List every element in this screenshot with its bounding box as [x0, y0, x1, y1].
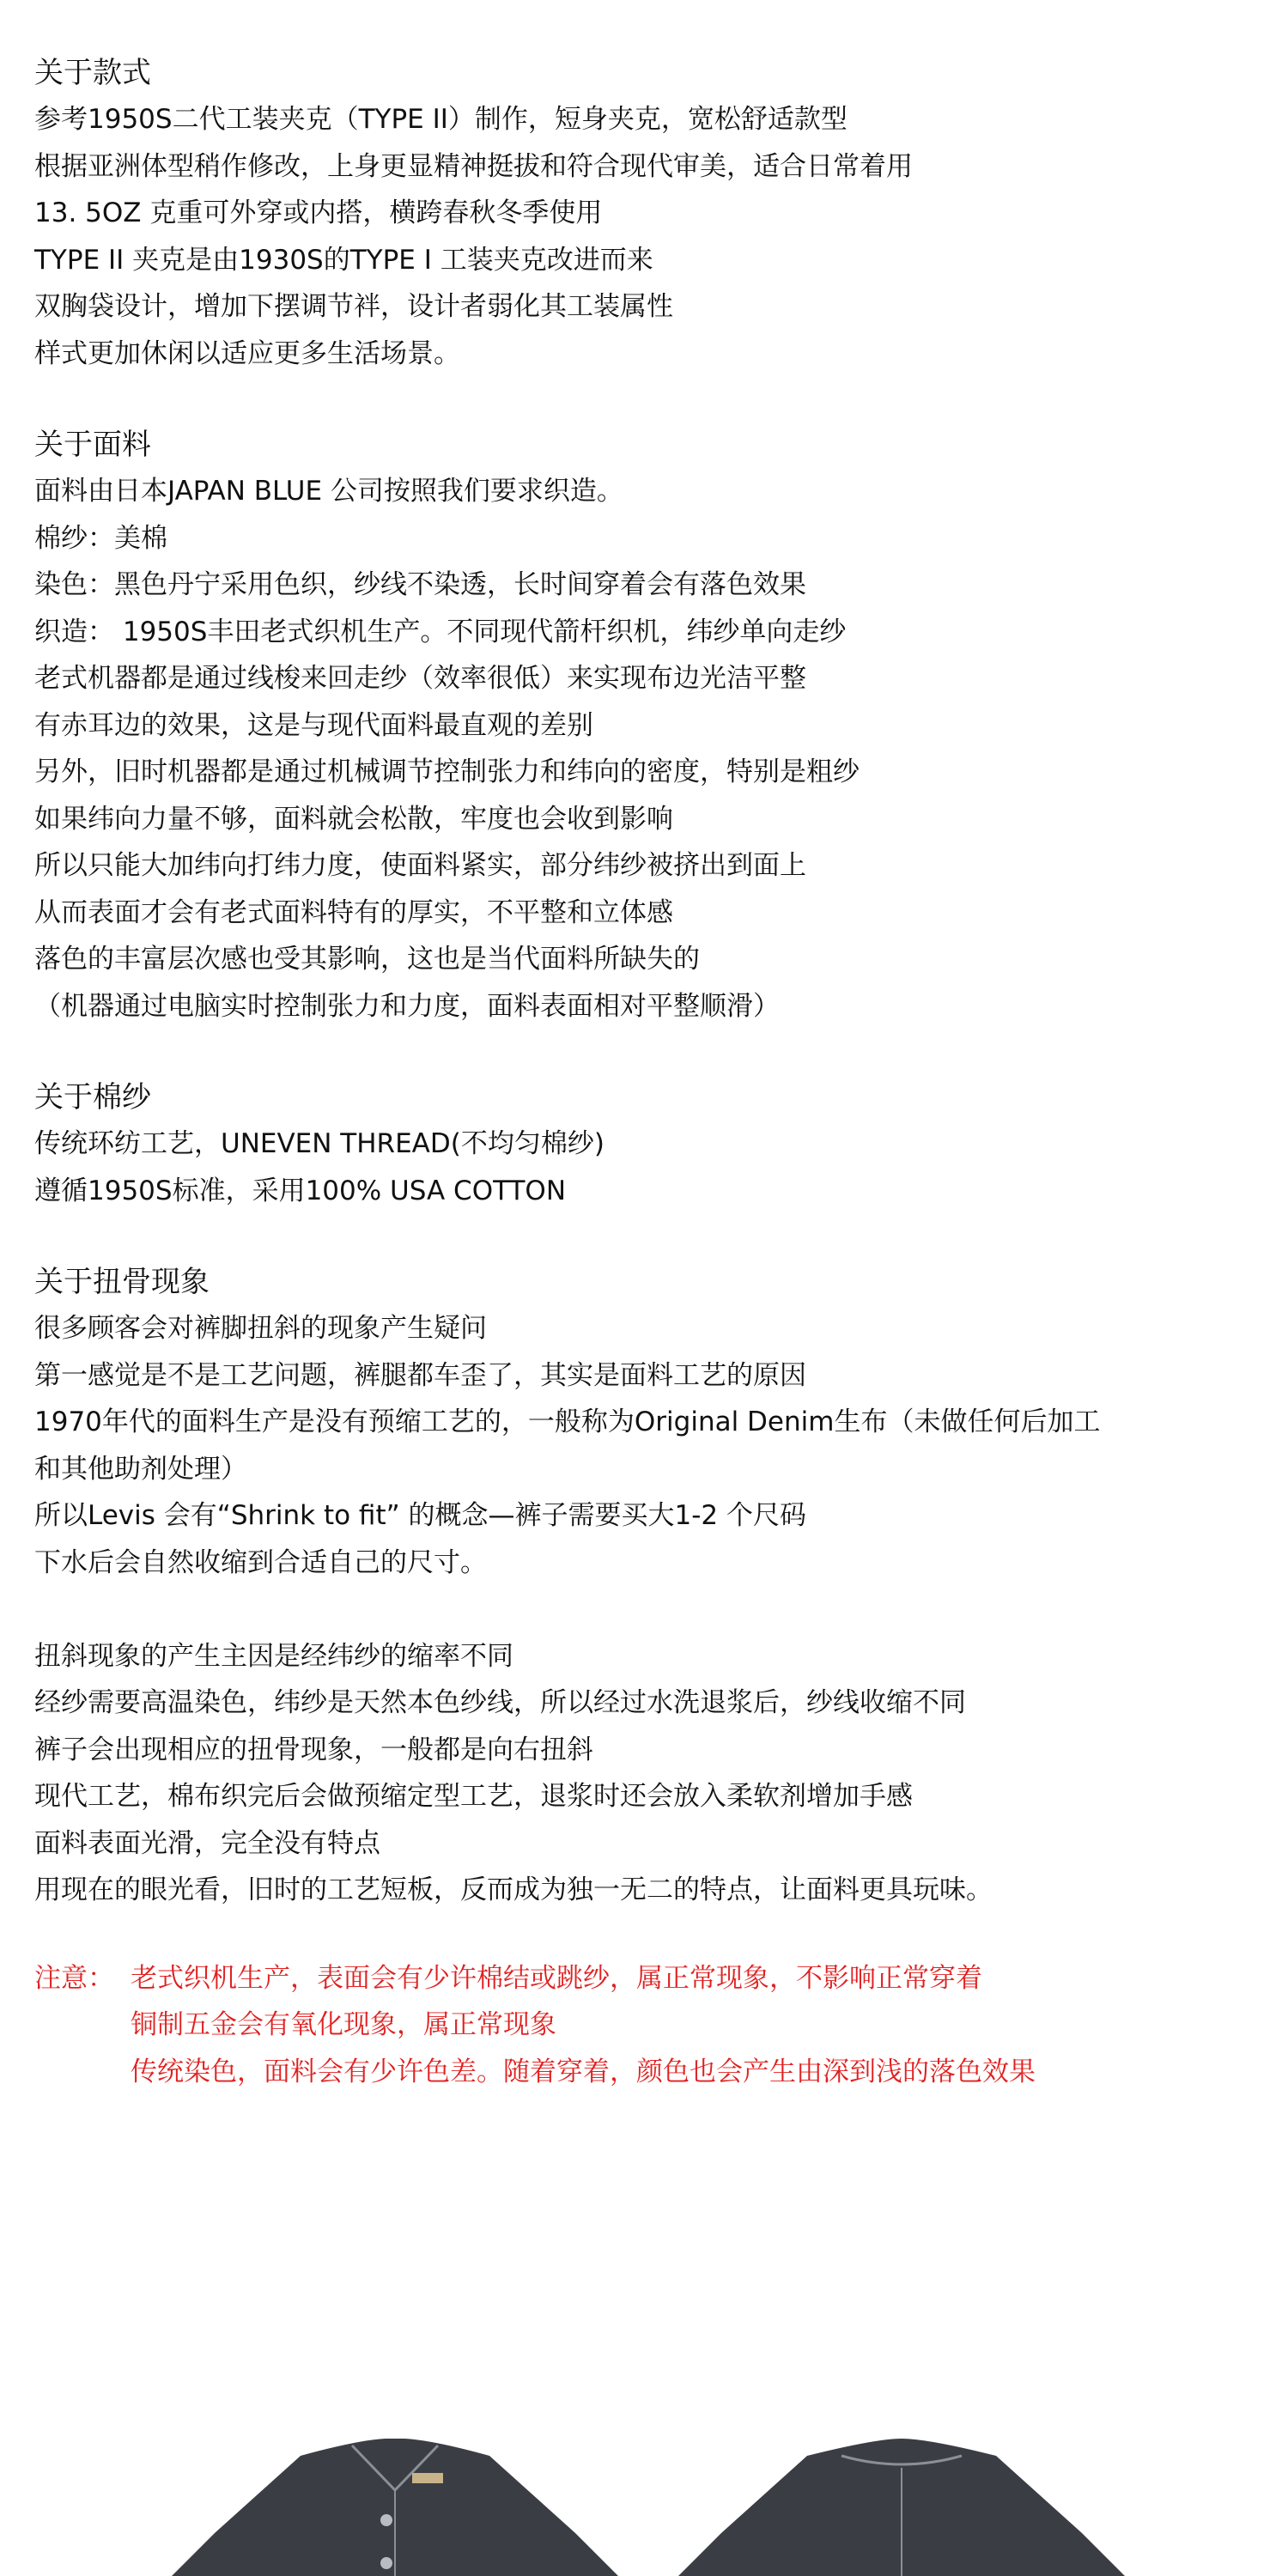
text-line: 第一感觉是不是工艺问题，裤腿都车歪了，其实是面料工艺的原因 [34, 1359, 806, 1391]
text-line: 用现在的眼光看，旧时的工艺短板，反而成为独一无二的特点，让面料更具玩味。 [34, 1874, 993, 1905]
product-images [0, 2439, 1288, 2576]
text-line: 裤子会出现相应的扭骨现象，一般都是向右扭斜 [34, 1734, 593, 1765]
text-line: 传统环纺工艺，UNEVEN THREAD(不均匀棉纱) [34, 1128, 605, 1159]
text-line: 面料由日本JAPAN BLUE 公司按照我们要求织造。 [34, 476, 623, 507]
section-heading: 关于棉纱 [34, 1080, 151, 1115]
text-line: 经纱需要高温染色，纬纱是天然本色纱线，所以经过水洗退浆后，纱线收缩不同 [34, 1687, 966, 1718]
text-line: 所以只能大加纬向打纬力度，使面料紧实，部分纬纱被挤出到面上 [34, 850, 806, 881]
text-line: 和其他助剂处理） [34, 1453, 247, 1485]
notice-line: 传统染色，面料会有少许色差。随着穿着，颜色也会产生由深到浅的落色效果 [131, 2056, 1036, 2087]
notice-block [34, 1955, 1271, 2096]
text-line: 棉纱：美棉 [34, 522, 167, 554]
notice-line: 老式织机生产，表面会有少许棉结或跳纱，属正常现象，不影响正常穿着 [131, 1962, 982, 1994]
text-line: 双胸袋设计，增加下摆调节袢，设计者弱化其工装属性 [34, 291, 673, 322]
section-style [34, 50, 1271, 377]
section-fabric [34, 422, 1271, 1030]
text-line: 从而表面才会有老式面料特有的厚实，不平整和立体感 [34, 896, 673, 928]
section-heading: 关于扭骨现象 [34, 1265, 210, 1299]
text-line: 织造： 1950S丰田老式织机生产。不同现代箭杆织机，纬纱单向走纱 [34, 616, 847, 647]
section-heading: 关于面料 [34, 428, 151, 462]
notice-line: 铜制五金会有氧化现象，属正常现象 [131, 2009, 556, 2040]
text-line: 样式更加休闲以适应更多生活场景。 [34, 337, 460, 369]
text-line: 参考1950S二代工装夹克（TYPE II）制作，短身夹克，宽松舒适款型 [34, 104, 848, 135]
text-line: 面料表面光滑，完全没有特点 [34, 1827, 380, 1859]
text-line: 落色的丰富层次感也受其影响，这也是当代面料所缺失的 [34, 944, 700, 975]
text-line: 1970年代的面料生产是没有预缩工艺的，一般称为Original Denim生布（未做任何后加工 [34, 1406, 1101, 1437]
jacket-back-image [678, 2439, 1125, 2576]
notice-row [34, 2049, 1271, 2096]
notice-indent [34, 2002, 131, 2049]
notice-row [34, 1955, 1271, 2002]
section-yarn [34, 1074, 1271, 1214]
section-heading: 关于款式 [34, 56, 151, 90]
section-leg-twist [34, 1259, 1271, 1914]
text-line: TYPE II 夹克是由1930S的TYPE I 工装夹克改进而来 [34, 244, 653, 276]
text-line: 遵循1950S标准，采用100% USA COTTON [34, 1175, 567, 1206]
text-line: 所以Levis 会有“Shrink to fit” 的概念—裤子需要买大1-2 个尺码 [34, 1500, 807, 1531]
paragraph-gap [34, 1586, 1271, 1633]
text-line: 另外，旧时机器都是通过机械调节控制张力和纬向的密度，特别是粗纱 [34, 756, 860, 787]
text-line: 下水后会自然收缩到合适自己的尺寸。 [34, 1546, 487, 1578]
notice-label: 注意： [34, 1962, 114, 1994]
text-line: （机器通过电脑实时控制张力和力度，面料表面相对平整顺滑） [34, 990, 780, 1022]
notice-row [34, 2002, 1271, 2049]
notice-indent [34, 2049, 131, 2096]
text-line: 老式机器都是通过线梭来回走纱（效率很低）来实现布边光洁平整 [34, 663, 806, 694]
text-line: 13. 5OZ 克重可外穿或内搭，横跨春秋冬季使用 [34, 197, 603, 228]
description-content [34, 50, 1271, 2095]
text-line: 很多顾客会对裤脚扭斜的现象产生疑问 [34, 1313, 487, 1344]
text-line: 有赤耳边的效果，这是与现代面料最直观的差别 [34, 709, 593, 741]
jacket-front-image [172, 2439, 618, 2576]
text-line: 根据亚洲体型稍作修改，上身更显精神挺拔和符合现代审美，适合日常着用 [34, 150, 913, 182]
text-line: 如果纬向力量不够，面料就会松散，牢度也会收到影响 [34, 803, 673, 835]
text-line: 染色：黑色丹宁采用色织，纱线不染透，长时间穿着会有落色效果 [34, 569, 806, 600]
text-line: 扭斜现象的产生主因是经纬纱的缩率不同 [34, 1640, 513, 1672]
text-line: 现代工艺，棉布织完后会做预缩定型工艺，退浆时还会放入柔软剂增加手感 [34, 1781, 913, 1812]
